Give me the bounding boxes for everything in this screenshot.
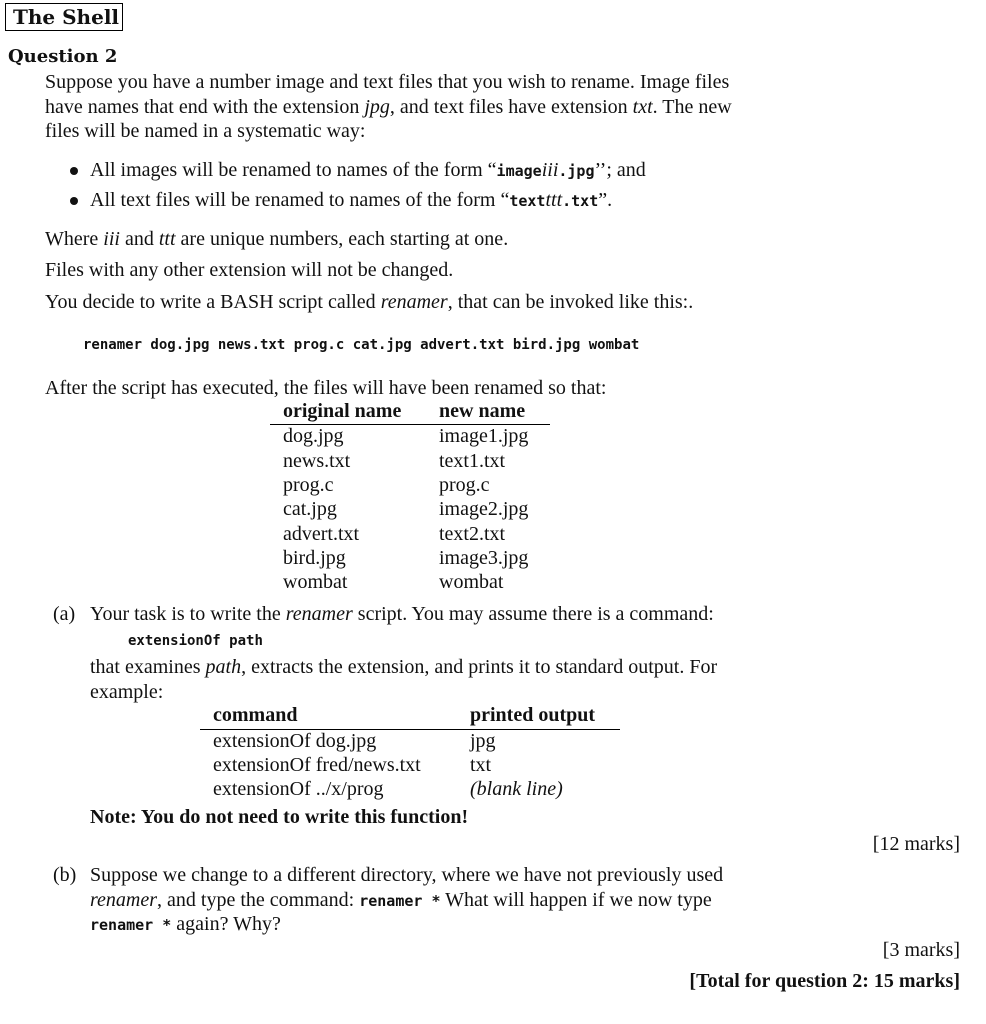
part-b-line-2: renamer, and type the command: renamer * What will happen if we now type bbox=[90, 889, 712, 911]
other-extension-line: Files with any other extension will not be changed. bbox=[45, 259, 454, 281]
table-cell-new: image3.jpg bbox=[439, 547, 529, 569]
table-cell-new: image2.jpg bbox=[439, 498, 529, 520]
where-line: Where iii and ttt are unique numbers, each starting at one. bbox=[45, 228, 509, 250]
table-cell-original: prog.c bbox=[283, 474, 334, 496]
intro-line-1: Suppose you have a number image and text files that you wish to rename. Image files bbox=[45, 71, 730, 93]
section-title: The Shell bbox=[5, 3, 123, 31]
intro-line-2: have names that end with the extension jpg, and text files have extension txt. The new bbox=[45, 96, 732, 118]
table-cell-new: prog.c bbox=[439, 474, 490, 496]
table-cell-new: image1.jpg bbox=[439, 425, 529, 447]
part-b-line-1: Suppose we change to a different directory, where we have not previously used bbox=[90, 864, 724, 886]
table-cell-original: advert.txt bbox=[283, 523, 360, 545]
table-cell-original: cat.jpg bbox=[283, 498, 337, 520]
table-cell-original: dog.jpg bbox=[283, 425, 344, 447]
part-a-command: extensionOf path bbox=[128, 633, 263, 649]
table-cell-command: extensionOf fred/news.txt bbox=[213, 754, 421, 776]
part-b-marks: [3 marks] bbox=[882, 939, 960, 961]
table-cell-new: text1.txt bbox=[439, 450, 506, 472]
table-header-original: original name bbox=[283, 400, 402, 422]
bullet-dot bbox=[70, 197, 78, 205]
table-cell-command: extensionOf ../x/prog bbox=[213, 778, 384, 800]
table-header-new: new name bbox=[439, 400, 526, 422]
part-a-note: Note: You do not need to write this function! bbox=[90, 806, 469, 828]
part-b-line-3: renamer * again? Why? bbox=[90, 913, 281, 935]
table-cell-original: wombat bbox=[283, 571, 348, 593]
bullet-item-images: All images will be renamed to names of the form “imageiii.jpg’’; and bbox=[90, 159, 646, 181]
part-a-line-1: Your task is to write the renamer script. You may assume there is a command: bbox=[90, 603, 714, 625]
part-a-label: (a) bbox=[53, 603, 76, 625]
table-cell-original: news.txt bbox=[283, 450, 351, 472]
table-header-command: command bbox=[213, 704, 298, 726]
part-b-label: (b) bbox=[53, 864, 77, 886]
after-text: After the script has executed, the files will have been renamed so that: bbox=[45, 377, 607, 399]
table-cell-new: text2.txt bbox=[439, 523, 506, 545]
table-header-output: printed output bbox=[470, 704, 596, 726]
part-a-line-2: that examines path, extracts the extension, and prints it to standard output. For bbox=[90, 656, 718, 678]
table-cell-output: (blank line) bbox=[470, 778, 563, 800]
table-cell-original: bird.jpg bbox=[283, 547, 346, 569]
part-a-marks: [12 marks] bbox=[872, 833, 960, 855]
question-label: Question 2 bbox=[8, 46, 118, 67]
table-cell-new: wombat bbox=[439, 571, 504, 593]
intro-line-3: files will be named in a systematic way: bbox=[45, 120, 366, 142]
command-example: renamer dog.jpg news.txt prog.c cat.jpg advert.txt bird.jpg wombat bbox=[83, 337, 640, 353]
bullet-item-texts: All text files will be renamed to names of the form “textttt.txt”. bbox=[90, 189, 613, 211]
decide-line: You decide to write a BASH script called renamer, that can be invoked like this:. bbox=[45, 291, 694, 313]
table-cell-command: extensionOf dog.jpg bbox=[213, 730, 377, 752]
bullet-dot bbox=[70, 167, 78, 175]
table-cell-output: jpg bbox=[470, 730, 496, 752]
table-cell-output: txt bbox=[470, 754, 492, 776]
total-marks: [Total for question 2: 15 marks] bbox=[689, 970, 960, 992]
part-a-line-3: example: bbox=[90, 681, 164, 703]
